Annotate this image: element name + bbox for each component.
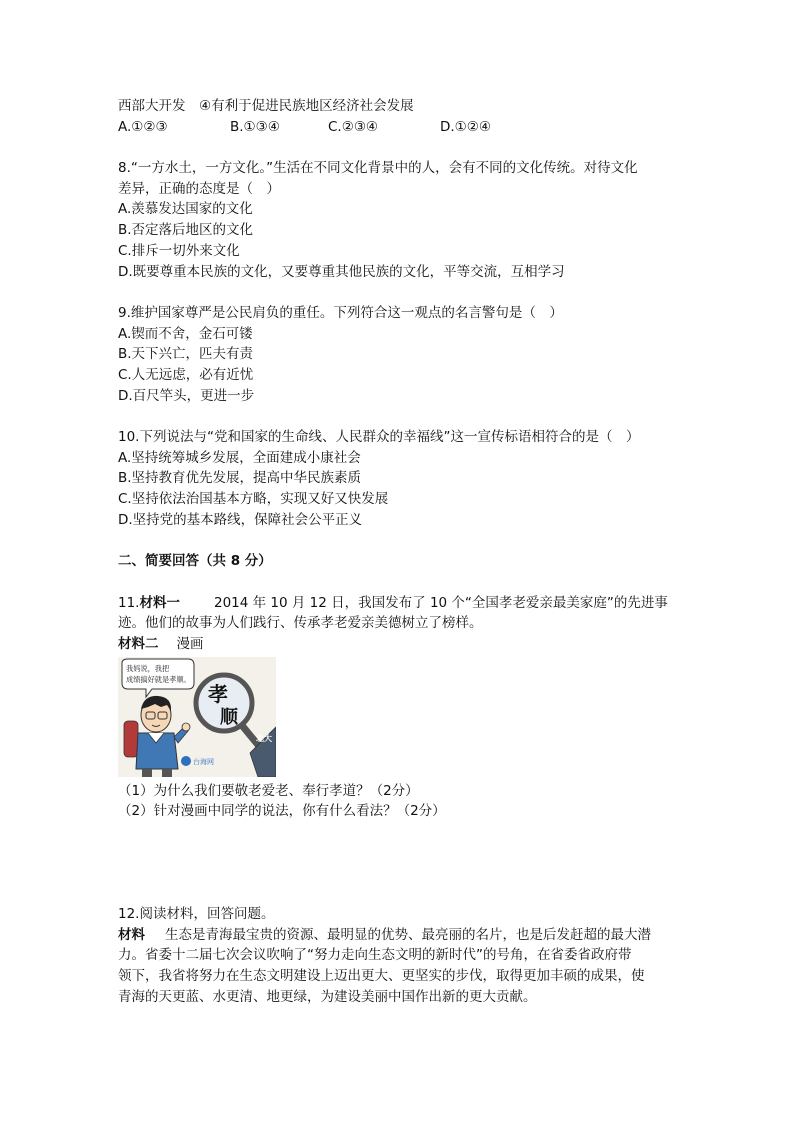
document-page: [118, 96, 678, 1007]
q7-option-a: A.①②③: [118, 118, 168, 135]
q11-sub-question-1: （1）为什么我们要敬老爱老、奉行孝道？（2分）: [118, 782, 419, 799]
watermark-text: 台海网: [193, 757, 214, 766]
q9-option-d: D.百尺竿头，更进一步: [118, 387, 255, 404]
watermark-logo: [181, 756, 191, 766]
q10-option-d: D.坚持党的基本路线，保障社会公平正义: [118, 511, 363, 528]
sleeve-text: 北大: [256, 733, 272, 743]
q9-stem: 9.维护国家尊严是公民肩负的重任。下列符合这一观点的名言警句是（ ）: [118, 304, 563, 321]
student-leg-left: [142, 769, 152, 777]
q7-stem-tail: 西部大开发 ④有利于促进民族地区经济社会发展: [118, 98, 414, 114]
q8-stem-line1: 8.“一方水土，一方文化。”生活在不同文化背景中的人，会有不同的文化传统。对待文化: [118, 160, 638, 177]
q12-stem: 12.阅读材料，回答问题。: [118, 905, 275, 922]
q11-material2-label: 材料二: [118, 635, 159, 652]
q8-option-d: D.既要尊重本民族的文化，又要尊重其他民族的文化，平等交流，互相学习: [118, 263, 565, 280]
q12-material-line3: 领下，我省将努力在生态文明建设上迈出更大、更坚实的步伐，取得更加丰硕的成果，使: [118, 968, 645, 984]
bubble-text-line1: 我妈说，我把: [126, 663, 170, 673]
q7-option-c: C.②③④: [328, 118, 379, 135]
q8-option-a: A.羡慕发达国家的文化: [118, 201, 253, 218]
q11-material1-label: 材料一: [139, 594, 180, 611]
lens-char-2: 顺: [220, 706, 238, 728]
q8-option-c: C.排斥一切外来文化: [118, 242, 240, 259]
student-leg-right: [162, 769, 172, 777]
q7-options: [118, 117, 678, 138]
q7-option-b: B.①③④: [230, 118, 280, 135]
student-hand: [182, 723, 190, 731]
q12-material-line4: 青海的天更蓝、水更清、地更绿，为建设美丽中国作出新的更大贡献。: [118, 988, 537, 1005]
lens-char-1: 孝: [208, 681, 228, 706]
q9-option-a: A.锲而不舍，金石可镂: [118, 325, 253, 342]
section2-title: 二、简要回答（共 8 分）: [118, 553, 272, 570]
q9-option-c: C.人无远虑，必有近忧: [118, 366, 254, 383]
q12-material-line2: 力。省委十二届七次会议吹响了“努力走向生态文明的新时代”的号角，在省委省政府带: [118, 947, 632, 964]
q11-material2-text: 漫画: [176, 635, 204, 652]
q12-material-text1: 生态是青海最宝贵的资源、最明显的优势、最亮丽的名片，也是后发赶超的最大潜: [165, 926, 651, 943]
q11-sub-question-2: （2）针对漫画中同学的说法，你有什么看法？（2分）: [118, 803, 446, 820]
q8-stem-line2: 差异，正确的态度是（ ）: [118, 180, 280, 197]
q9-option-b: B.天下兴亡，匹夫有责: [118, 346, 254, 363]
q10-stem: 10.下列说法与“党和国家的生命线、人民群众的幸福线”这一宣传标语相符合的是（ ）: [118, 429, 640, 445]
bubble-text-line2: 成绩搞好就是孝顺。: [126, 674, 191, 684]
q11-material1-text1: 2014 年 10 月 12 日，我国发布了 10 个“全国孝老爱亲最美家庭”的先进事: [213, 594, 668, 611]
backpack: [124, 721, 138, 757]
q12-material-label: 材料: [118, 926, 145, 943]
q10-option-c: C.坚持依法治国基本方略，实现又好又快发展: [118, 491, 389, 508]
q12-material-line1: [118, 925, 678, 946]
q11-material1-line1: [118, 593, 678, 614]
q8-option-b: B.否定落后地区的文化: [118, 222, 254, 239]
q10-option-b: B.坚持教育优先发展，提高中华民族素质: [118, 470, 362, 487]
q11-material2-line: [118, 634, 678, 655]
filial-piety-cartoon: [118, 657, 276, 777]
q7-option-d: D.①②④: [440, 118, 491, 135]
q11-number: 11.: [118, 594, 140, 611]
q10-option-a: A.坚持统筹城乡发展，全面建成小康社会: [118, 449, 361, 466]
q11-material1-line2: 迹。他们的故事为人们践行、传承孝老爱亲美德树立了榜样。: [118, 615, 483, 632]
answer-space: [118, 822, 678, 904]
